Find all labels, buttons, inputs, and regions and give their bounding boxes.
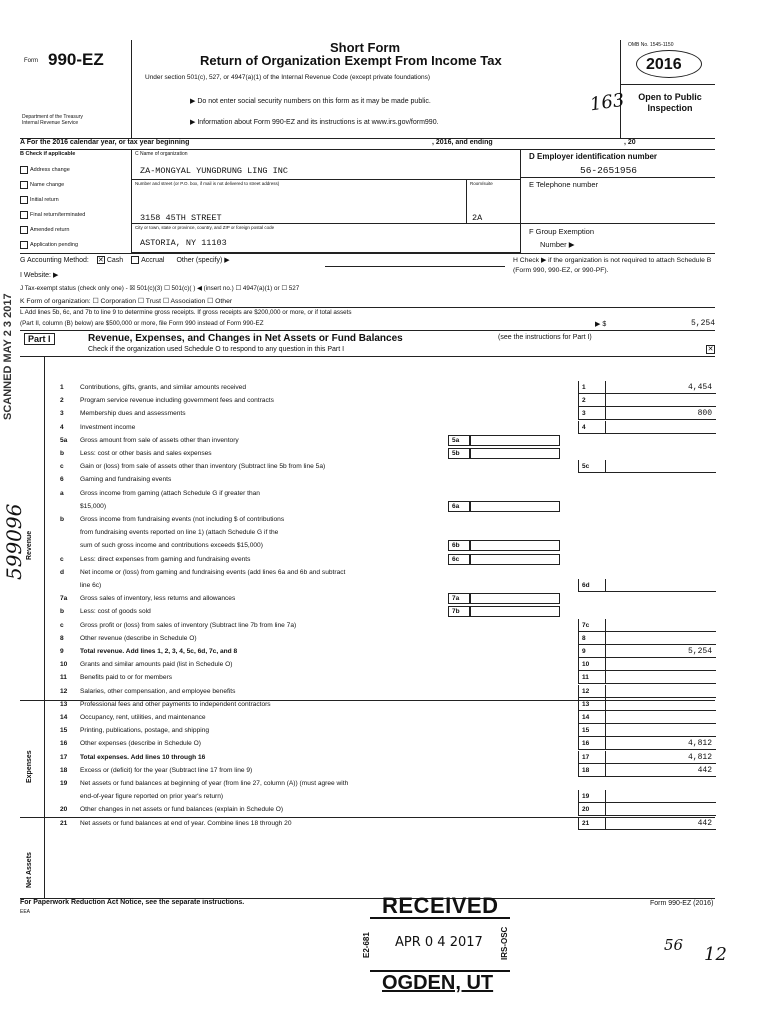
line-number: 2 [60, 397, 64, 404]
line-amount[interactable] [606, 619, 716, 632]
line-number: 15 [60, 727, 68, 734]
line-description: Gross sales of inventory, less returns and allowances [80, 595, 236, 602]
line-amount[interactable] [606, 421, 716, 434]
line-h: H Check ▶ if the organization is not required to attach Schedule B (Form 990, 990-EZ, or 990-PF). [513, 257, 712, 274]
line-box: 20 [578, 803, 606, 816]
inline-line-box: 6a [448, 501, 470, 512]
line-amount[interactable] [606, 724, 716, 737]
line-row [50, 447, 710, 460]
line-description: Other changes in net assets or fund balances (explain in Schedule O) [80, 806, 284, 813]
line-number: 17 [60, 754, 68, 761]
form-subtitle: Under section 501(c), 527, or 4947(a)(1) of the Internal Revenue Code (except private foundations) [145, 74, 431, 81]
line-row [50, 434, 710, 447]
line-description: Gross amount from sale of assets other than inventory [80, 437, 239, 444]
line-amount[interactable]: 4,812 [606, 737, 716, 750]
line-amount[interactable]: 5,254 [606, 645, 716, 658]
line-description: Contributions, gifts, grants, and similar amounts received [80, 384, 247, 391]
ein-value: 56-2651956 [580, 165, 638, 176]
line-number: d [60, 569, 65, 576]
inline-line-box: 5a [448, 435, 470, 446]
form-number: 990-EZ [48, 50, 104, 69]
initial-return-item[interactable]: Initial return [20, 193, 85, 208]
eea-label: EEA [20, 909, 31, 915]
inline-line-box: 5b [448, 448, 470, 459]
line-number: 10 [60, 661, 68, 668]
line-description: end-of-year figure reported on prior year's return) [80, 793, 224, 800]
line-description: Membership dues and assessments [80, 410, 186, 417]
address-change-item[interactable]: Address change [20, 163, 85, 178]
line-row [50, 526, 710, 539]
line-amount[interactable] [606, 711, 716, 724]
inline-amount-field[interactable] [470, 554, 560, 565]
line-amount[interactable] [606, 790, 716, 803]
line-description: line 6c) [80, 582, 102, 589]
line-box: 10 [578, 658, 606, 671]
line-box: 7c [578, 619, 606, 632]
line-box: 8 [578, 632, 606, 645]
line-row [50, 605, 710, 618]
line-row [50, 539, 710, 552]
line-description: from fundraising events reported on line 1) (attach Schedule G if the [80, 529, 279, 536]
instruction-info: ▶ Information about Form 990-EZ and its instructions is at www.irs.gov/form990. [190, 119, 439, 126]
org-name-label: C Name of organization [135, 151, 188, 157]
name-change-item[interactable]: Name change [20, 178, 85, 193]
line-description: Benefits paid to or for members [80, 674, 172, 681]
line-number: 16 [60, 740, 68, 747]
omb-number: OMB No. 1545-1150 [628, 42, 674, 48]
line-description: Program service revenue including government fees and contracts [80, 397, 274, 404]
line-description: Less: cost or other basis and sales expenses [80, 450, 212, 457]
line-box: 15 [578, 724, 606, 737]
stamp-right-code: IRS-OSC [500, 926, 509, 960]
line-number: c [60, 622, 64, 629]
line-description: Grants and similar amounts paid (list in Schedule O) [80, 661, 233, 668]
line-description: Total revenue. Add lines 1, 2, 3, 4, 5c, 6d, 7c, and 8 [80, 648, 238, 655]
inline-amount-field[interactable] [470, 448, 560, 459]
pra-notice: For Paperwork Reduction Act Notice, see the separate instructions. [20, 899, 245, 906]
final-return-item[interactable]: Final return/terminated [20, 208, 85, 223]
line-box: 4 [578, 421, 606, 434]
line-number: 18 [60, 767, 68, 774]
instruction-ssn: ▶ Do not enter social security numbers on this form as it may be made public. [190, 98, 431, 105]
line-number: 9 [60, 648, 64, 655]
line-number: 8 [60, 635, 64, 642]
line-description: Other expenses (describe in Schedule O) [80, 740, 201, 747]
line-box: 11 [578, 671, 606, 684]
line-amount[interactable] [606, 460, 716, 473]
line-amount[interactable] [606, 579, 716, 592]
line-amount[interactable]: 442 [606, 817, 716, 830]
line-number: 3 [60, 410, 64, 417]
inline-line-box: 6c [448, 554, 470, 565]
line-box: 14 [578, 711, 606, 724]
received-stamp: RECEIVED [382, 893, 499, 918]
handwritten-code: 163 [588, 89, 626, 116]
line-box: 9 [578, 645, 606, 658]
room-value: 2A [472, 213, 483, 223]
group-number: Number ▶ [540, 240, 575, 249]
line-number: 19 [60, 780, 68, 787]
stamp-location: OGDEN, UT [382, 972, 494, 994]
checkbox[interactable] [20, 226, 28, 234]
line-box: 18 [578, 764, 606, 777]
part-1-title: Revenue, Expenses, and Changes in Net Assets or Fund Balances [88, 333, 403, 344]
line-number: b [60, 608, 65, 615]
line-description: Gross income from fundraising events (not including $ of contributions [80, 516, 285, 523]
line-row [50, 777, 710, 790]
arrow-icon: ▶ [190, 98, 198, 105]
line-description: Net assets or fund balances at end of year. Combine lines 18 through 20 [80, 820, 292, 827]
line-number: 1 [60, 384, 64, 391]
line-l-amount: 5,254 [690, 319, 715, 328]
line-a-end: , 20 [624, 139, 636, 146]
inline-line-box: 7b [448, 606, 470, 617]
line-k: K Form of organization: ☐ Corporation ☐ Trust ☐ Association ☐ Other [20, 298, 233, 305]
line-box: 17 [578, 751, 606, 764]
sidebar-revenue: Revenue [26, 530, 33, 560]
group-label: F Group Exemption [529, 227, 595, 236]
form-reference: Form 990-EZ (2016) [650, 900, 714, 907]
line-i: I Website: ▶ [20, 272, 59, 279]
dept-treasury: Department of the Treasury Internal Revenue Service [22, 114, 83, 126]
line-number: 21 [60, 820, 68, 827]
cash-checkbox[interactable]: ✕ [97, 257, 104, 265]
line-description: Gross income from gaming (attach Schedule G if greater than [80, 490, 260, 497]
line-number: c [60, 556, 64, 563]
line-number: 6 [60, 476, 64, 483]
inline-line-box: 7a [448, 593, 470, 604]
street-value: 3158 45TH STREET [140, 213, 222, 223]
inline-amount-field[interactable] [470, 606, 560, 617]
line-number: 13 [60, 701, 68, 708]
line-row [50, 592, 710, 605]
line-box: 21 [578, 817, 606, 830]
amended-return-item[interactable]: Amended return [20, 223, 85, 238]
line-description: Gaming and fundraising events [80, 476, 172, 483]
scanned-stamp: SCANNED MAY 2 3 2017 [2, 293, 14, 420]
ein-label: D Employer identification number [529, 152, 658, 161]
line-amount[interactable] [606, 658, 716, 671]
handwritten-56: 56 [664, 936, 684, 954]
line-j: J Tax-exempt status (check only one) - ☒ 501(c)(3) ☐ 501(c)( ) ◀ (insert no.) ☐ 4947(a)(1) or ☐ 527 [20, 285, 300, 292]
line-description: Excess or (deficit) for the year (Subtract line 17 from line 9) [80, 767, 253, 774]
form-title-top: Short Form [330, 40, 401, 55]
line-description: Total expenses. Add lines 10 through 16 [80, 754, 206, 761]
line-amount[interactable] [606, 394, 716, 407]
stamp-left-code: E2-681 [362, 932, 371, 958]
line-amount[interactable] [606, 698, 716, 711]
line-description: Net income or (loss) from gaming and fundraising events (add lines 6a and 6b and subtract [80, 569, 346, 576]
line-number: 5a [60, 437, 68, 444]
form-title: Return of Organization Exempt From Income Tax [200, 53, 502, 68]
line-row [50, 566, 710, 579]
line-number: b [60, 516, 65, 523]
inline-amount-field[interactable] [470, 501, 560, 512]
line-amount[interactable]: 4,812 [606, 751, 716, 764]
line-a: A For the 2016 calendar year, or tax year beginning [20, 139, 190, 146]
line-number: 4 [60, 424, 64, 431]
org-name: ZA-MONGYAL YUNGDRUNG LING INC [140, 166, 288, 176]
line-box: 5c [578, 460, 606, 473]
line-box: 6d [578, 579, 606, 592]
part-1-title-note: (see the instructions for Part I) [498, 334, 592, 341]
line-description: Less: direct expenses from gaming and fundraising events [80, 556, 251, 563]
line-number: 14 [60, 714, 68, 721]
part-1-tag: Part I [24, 333, 55, 345]
line-description: Occupancy, rent, utilities, and maintenance [80, 714, 206, 721]
inline-line-box: 6b [448, 540, 470, 551]
line-box: 1 [578, 381, 606, 394]
arrow-icon: ▶ [190, 119, 198, 126]
line-row [50, 500, 710, 513]
line-number: b [60, 450, 65, 457]
line-g: G Accounting Method: ✕ Cash Accrual Other (specify) ▶ [20, 257, 230, 265]
line-description: Salaries, other compensation, and employee benefits [80, 688, 236, 695]
accrual-checkbox[interactable] [131, 256, 139, 264]
line-row [50, 487, 710, 500]
line-box: 3 [578, 407, 606, 420]
line-description: Printing, publications, postage, and shipping [80, 727, 210, 734]
line-box: 13 [578, 698, 606, 711]
line-description: Other revenue (describe in Schedule O) [80, 635, 197, 642]
line-number: 12 [60, 688, 68, 695]
stamp-date: APR 0 4 2017 [395, 935, 483, 950]
line-box: 19 [578, 790, 606, 803]
line-description: sum of such gross income and contributions exceeds $15,000) [80, 542, 263, 549]
application-pending-item[interactable]: Application pending [20, 238, 85, 253]
city-label: City or town, state or province, country, and ZIP or foreign postal code [135, 225, 275, 230]
line-row [50, 553, 710, 566]
checkbox[interactable] [20, 166, 28, 174]
line-description: Professional fees and other payments to independent contractors [80, 701, 271, 708]
checkbox[interactable] [20, 196, 28, 204]
checkbox-list [20, 163, 85, 253]
open-public-inspection: Open to Public Inspection [638, 92, 702, 113]
line-a-mid: , 2016, and ending [432, 139, 493, 146]
line-l-1: L Add lines 5b, 6c, and 7b to line 9 to determine gross receipts. If gross receipts are $200,000 or more, or if total assets [20, 309, 352, 316]
line-amount[interactable] [606, 685, 716, 698]
checkbox[interactable] [20, 181, 28, 189]
tax-year: 2016 [646, 56, 682, 73]
line-description: Investment income [80, 424, 136, 431]
line-amount[interactable] [606, 671, 716, 684]
line-number: c [60, 463, 64, 470]
line-description: Gain or (loss) from sale of assets other than inventory (Subtract line 5b from line 5a) [80, 463, 326, 470]
inline-amount-field[interactable] [470, 435, 560, 446]
line-number: 11 [60, 674, 67, 681]
sidebar-expenses: Expenses [26, 750, 33, 783]
line-box: 2 [578, 394, 606, 407]
line-box: 12 [578, 685, 606, 698]
line-amount[interactable] [606, 803, 716, 816]
checkbox[interactable] [20, 211, 28, 219]
section-b-title: B Check if applicable [20, 151, 76, 157]
line-amount[interactable]: 442 [606, 764, 716, 777]
handwritten-12: 12 [704, 944, 727, 965]
inline-amount-field[interactable] [470, 593, 560, 604]
line-row [50, 513, 710, 526]
line-description: $15,000) [80, 503, 107, 510]
line-l-2: (Part II, column (B) below) are $500,000 or more, file Form 990 instead of Form 990-EZ [20, 320, 264, 327]
line-description: Net assets or fund balances at beginning of year (from line 27, column (A)) (must agree with [80, 780, 349, 787]
line-amount[interactable]: 4,454 [606, 381, 716, 394]
line-number: a [60, 490, 64, 497]
sidebar-net-assets: Net Assets [26, 852, 33, 888]
line-number: 20 [60, 806, 68, 813]
line-number: 7a [60, 595, 68, 602]
line-description: Less: cost of goods sold [80, 608, 151, 615]
line-row [50, 473, 710, 486]
street-label: Number and street (or P.O. box, if mail is not delivered to street address) [135, 181, 280, 186]
schedule-o-check: Check if the organization used Schedule O to respond to any question in this Part I [88, 346, 345, 353]
room-label: Room/suite [470, 181, 493, 186]
phone-label: E Telephone number [529, 180, 599, 189]
inline-amount-field[interactable] [470, 540, 560, 551]
handwritten-left-number: 599096 [2, 503, 26, 580]
line-amount[interactable] [606, 632, 716, 645]
line-l-dollar: ▶ $ [595, 321, 607, 328]
schedule-o-checkbox[interactable]: ✕ [707, 346, 714, 353]
line-amount[interactable]: 800 [606, 407, 716, 420]
year-oval [636, 50, 702, 78]
line-description: Gross profit or (loss) from sales of inventory (Subtract line 7b from line 7a) [80, 622, 297, 629]
form-label: Form [24, 58, 38, 64]
city-value: ASTORIA, NY 11103 [140, 238, 227, 248]
checkbox[interactable] [20, 241, 28, 249]
line-box: 16 [578, 737, 606, 750]
